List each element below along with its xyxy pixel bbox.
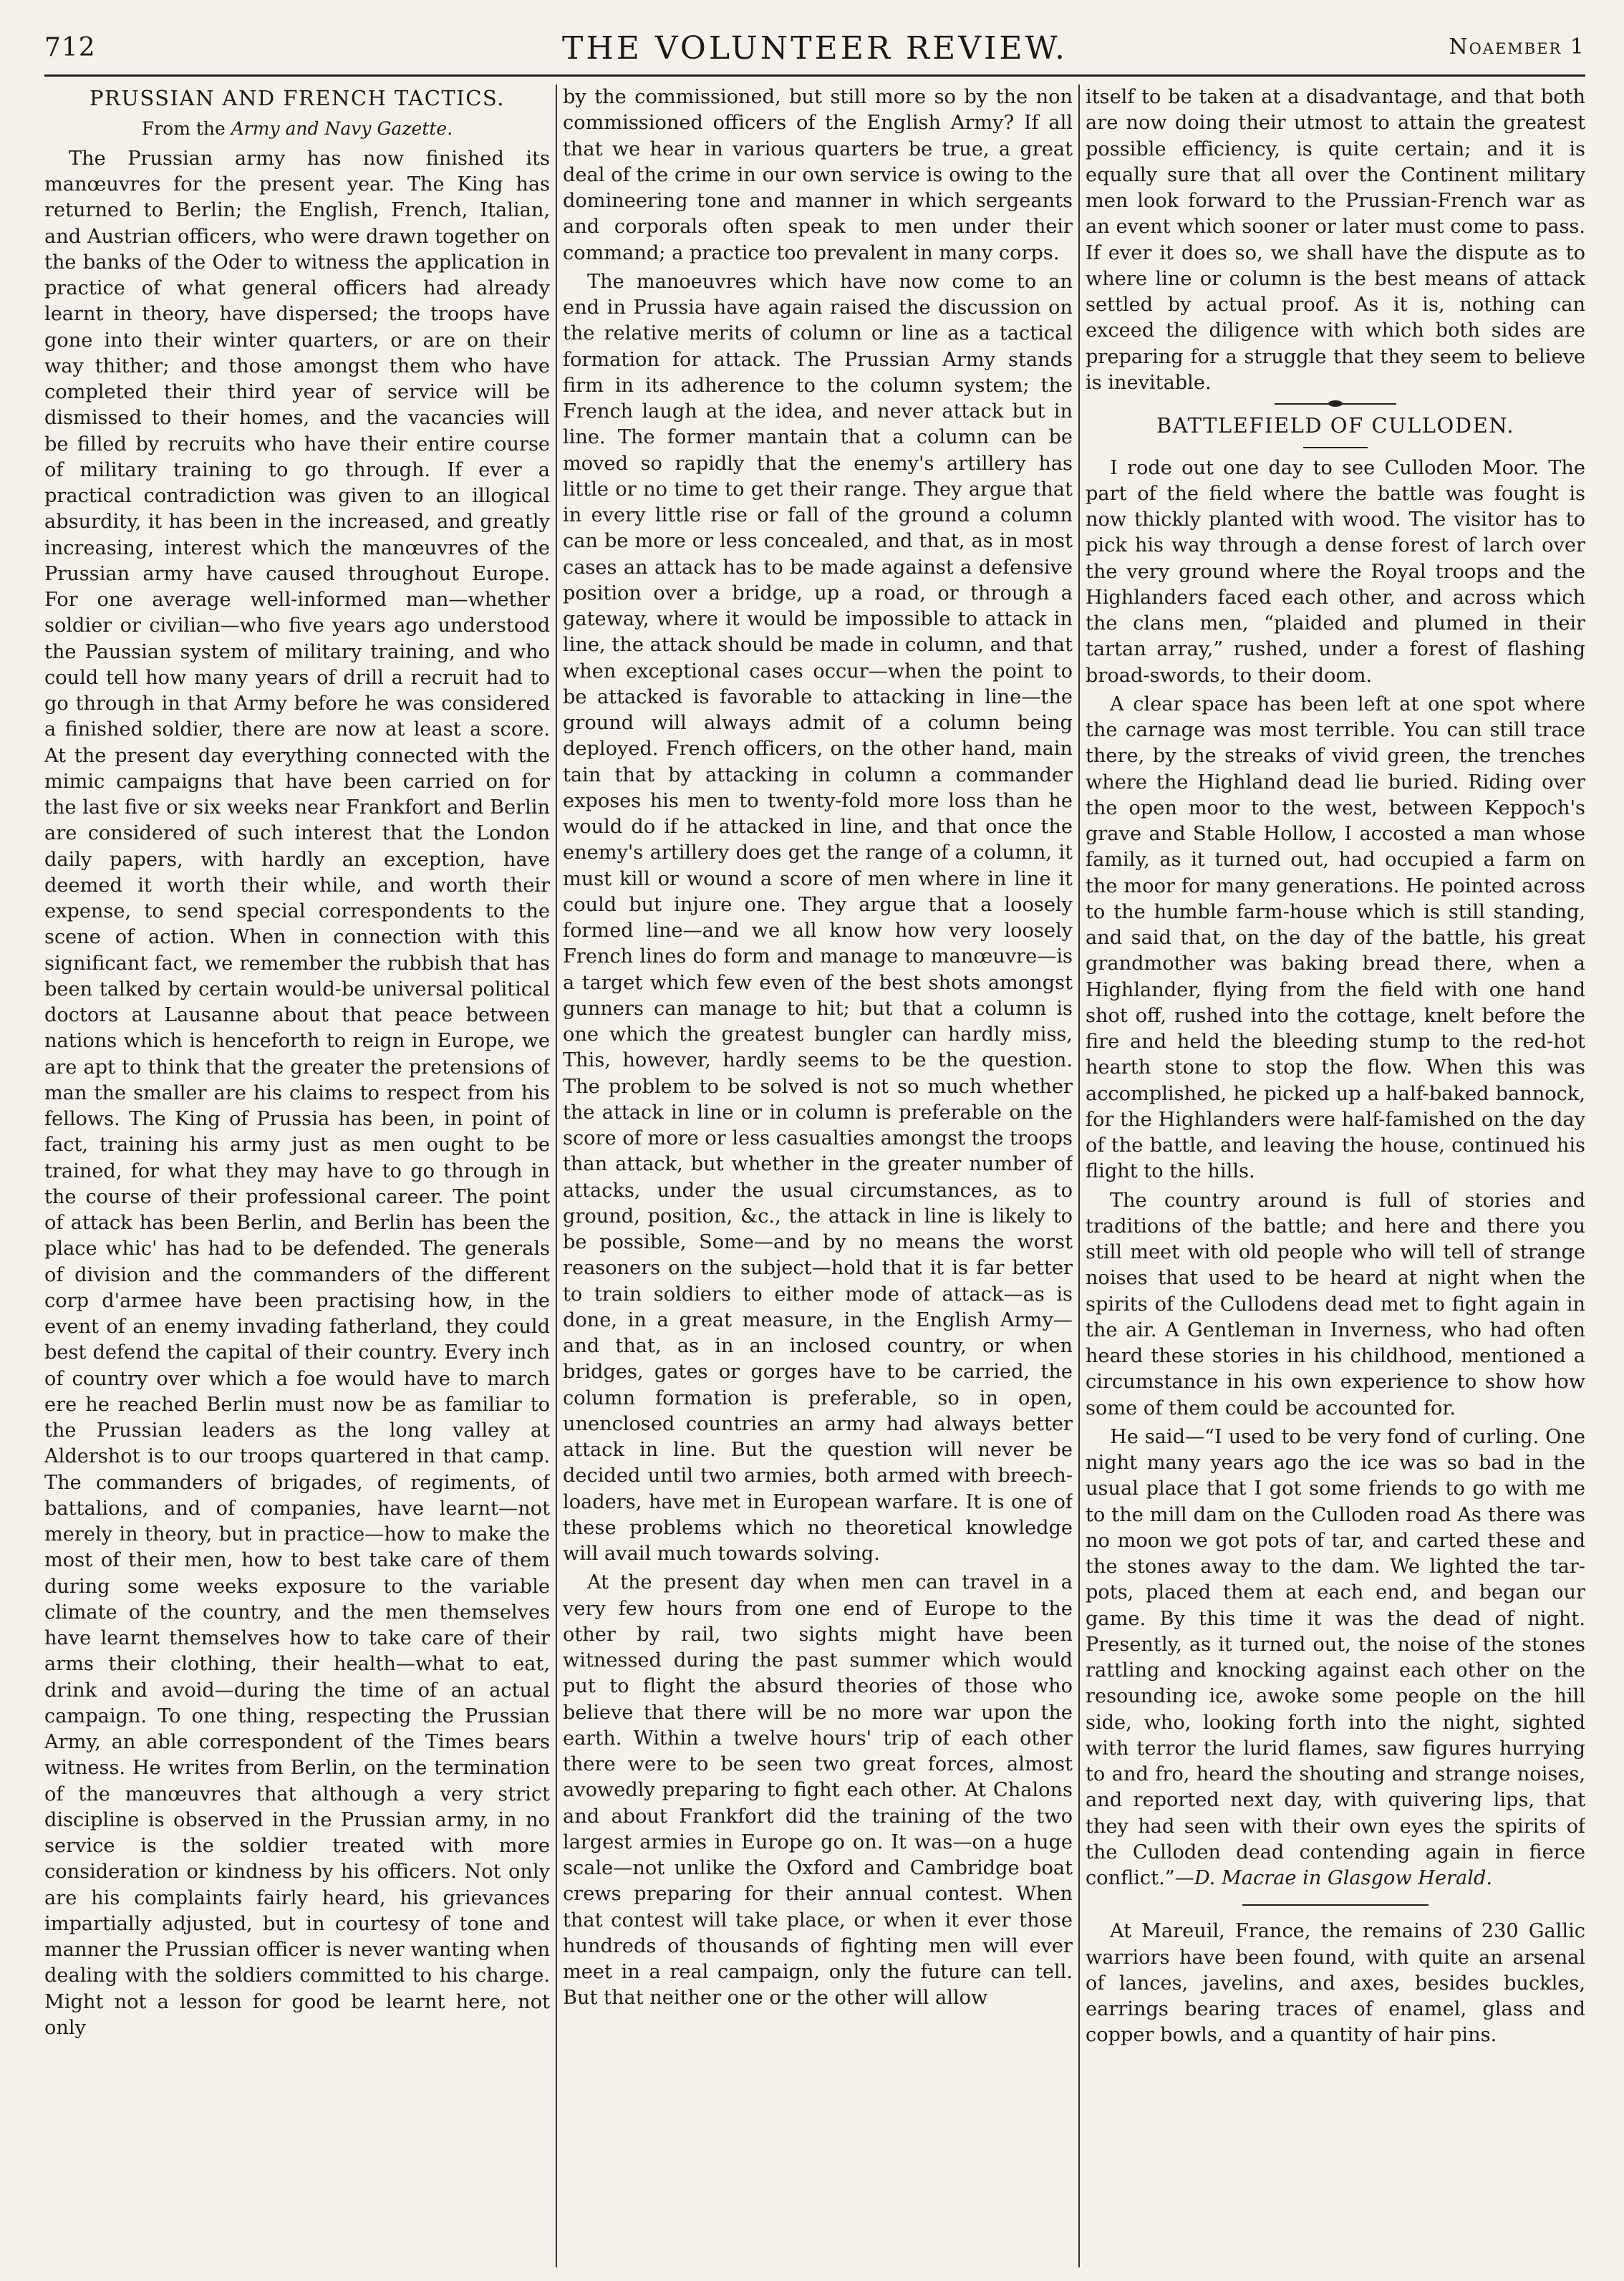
paragraph: At the present day when men can travel in a very few hours from one end of Europe to the other by rail, two sights might have been witnessed during the past summer which would put to flight the absurd theories of those who believe that there will be no more war upon the earth. Within a twelve hours' trip of each other there were to be seen two great forces, almost avowedly preparing to fight each other. At Chalons and about Frankfort did the training of the two largest armies in Europe go on. It was—on a huge scale—not unlike the Oxford and Cambridge boat crews preparing for their annual contest. When that contest will take place, or when it ever those hundreds of thousands of fighting men will ever meet in a real campaign, only the future can tell. But that neither one or the other will allow (563, 1571, 1073, 2010)
article-source (44, 117, 550, 140)
column-divider (556, 85, 557, 2267)
paragraph: itself to be taken at a disadvantage, and that both are now doing their utmost to attain the greatest possible efficiency, is quite certain; and it is equally sure that all over the Continent military men look forward to the Prussian-French war as an event which sooner or later must come to pass. If ever it does so, we shall have the dispute as to where line or column is the best means of attack settled by actual proof. As it is, nothing can exceed the diligence with which both sides are preparing for a struggle that they seem to believe is inevitable. (1086, 86, 1585, 394)
paragraph: I rode out one day to see Culloden Moor. The part of the field where the battle was fought is now thickly planted with wood. The visitor has to pick his way through a dense forest of larch over the very ground where the Royal troops and the Highlanders faced each other, and across which the clans men, “plaided and plumed in their tartan array,” rushed, under a forest of flashing broad-swords, to their doom. (1086, 456, 1585, 687)
column-1 (44, 85, 550, 2269)
column-divider (1078, 85, 1080, 2267)
header-rule (44, 74, 1585, 77)
quote-text: He said—“I used to be very fond of curling. One night many years ago the ice was so bad in the usual place that I got some friends to go with me to the mill dam on the Culloden road As there was no moon we got pots of tar, and carted these and the stones away to the dam. We lighted the tar-pots, placed them at each end, and began our game. By this time it was the dead of night. Presently, as it turned out, the noise of the stones rattling and knocking against each other on the resounding ice, awoke some people on the hill side, who, looking forth into the night, sighted with terror the lurid flames, saw figures hurrying to and fro, heard the shouting and strange noises, and reported next day, with quivering lips, that they had seen with their own eyes the spirits of the Culloden dead contending again in fierce conflict.” (1086, 1425, 1585, 1890)
section-divider (1275, 403, 1396, 405)
article-signature: —D. Macrae in Glasgow Herald. (1174, 1867, 1493, 1890)
paragraph: A clear space has been left at one spot where the carnage was most terrible. You can still trace there, by the streaks of vivid green, the trenches where the Highland dead lie buried. Riding over the open moor to the west, between Keppoch's grave and Stable Hollow, I accosted a man whose family, as it turned out, had occupied a farm on the moor for many generations. He pointed across to the humble farm-house which is still standing, and said that, on the day of the battle, his great grandmother was baking bread there, when a Highlander, flying from the field with one hand shot off, rushed into the cottage, knelt before the fire and held the bleeding stump to the red-hot hearth stone to stop the flow. When this was accomplished, he picked up a half-baked bannock, for the Highlanders were half-famished on the day of the battle, and leaving the house, continued his flight to the hills. (1086, 693, 1585, 1183)
page-header (44, 30, 1585, 67)
masthead: THE VOLUNTEER REVIEW. (561, 30, 1068, 67)
paragraph: At Mareuil, France, the remains of 230 Gallic warriors have been found, with quite an arsenal of lances, javelins, and axes, besides buckles, earrings bearing traces of enamel, glass and copper bowls, and a quantity of hair pins. (1086, 1920, 1585, 2047)
paragraph: The country around is full of stories and traditions of the battle; and here and there you still meet with old people who will tell of strange noises that used to be heard at night when the spirits of the Cullodens dead met to fight again in the air. A Gentleman in Inverness, who had often heard these stories in his childhood, mentioned a circumstance in his own experience to show how some of them could be accounted for. (1086, 1189, 1585, 1419)
issue-date: Noaember 1 (1449, 34, 1585, 59)
section-divider (1242, 1904, 1429, 1906)
title-underline (1303, 447, 1368, 448)
paragraph: by the commissioned, but still more so by the non commissioned officers of the English Army? If all that we hear in various quarters be true, a great deal of the crime in our own service is owing to the domineering tone and manner in which sergeants and corporals often speak to men under their command; a practice too prevalent in many corps. (563, 86, 1073, 264)
column-3 (1086, 85, 1585, 2269)
paragraph (1086, 1424, 1585, 1892)
article-title: BATTLEFIELD OF CULLODEN. (1156, 413, 1514, 438)
paragraph: The manoeuvres which have now come to an end in Prussia have again raised the discussion on the relative merits of column or line as a tactical formation for attack. The Prussian Army stands firm in its adherence to the column system; the French laugh at the idea, and never attack but in line. The former mantain that a column can be moved so rapidly that the enemy's artillery has little or no time to get their range. They argue that in every little rise or fall of the ground a column can be more or less concealed, and that, as in most cases an attack has to be made against a defensive position over a bridge, up a road, or through a gateway, where it would be impossible to attack in line, the attack should be made in column, and that when exceptional cases occur—when the point to be attacked is favorable to attacking in line—the ground will always admit of a column being deployed. French officers, on the other hand, main tain that by attacking in column a commander exposes his men to twenty-fold more loss than he would do if he attacked in line, and that once the enemy's artillery does get the range of a column, it must kill or wound a score of men where in line it could but injure one. They argue that a loosely formed line—and we all know how very loosely French lines do form and manage to manœuvre—is a target which few even of the best shots amongst gunners can manage to hit; but that a column is one which the greatest bungler can hardly miss, This, however, hardly seems to be the question. The problem to be solved is not so much whether the attack in line or in column is preferable on the score of more or less casualties amongst the troops than attack, but whether in the greater number of attacks, under the usual circumstances, as to ground, position, &c., the attack in line is likely to be possible, Some—and by no means the worst reasoners on the subject—hold that it is far better to train soldiers to either mode of attack—as is done, in a great measure, in the English Army—and that, as in an inclosed country, or when bridges, gates or gorges have to be carried, the column formation is preferable, so in open, unenclosed countries an army had always better attack in line. But the question will never be decided until two armies, both armed with breech-loaders, have met in European warfare. It is one of these problems which no theoretical knowledge will avail much towards solving. (563, 270, 1073, 1565)
source-prefix: From the (141, 117, 226, 139)
source-name: Army and Navy Gazette. (231, 117, 453, 139)
page-number: 712 (44, 33, 96, 62)
column-2 (563, 85, 1073, 2269)
article-title: PRUSSIAN AND FRENCH TACTICS. (90, 86, 505, 110)
paragraph: The Prussian army has now finished its manœuvres for the present year. The King has returned to Berlin; the English, French, Italian, and Austrian officers, who were drawn together on the banks of the Oder to witness the application in practice of what general officers had already learnt in theory, have dispersed; the troops have gone into their winter quarters, or are on their way thither; and those amongst them who have completed their third year of service will be dismissed to their homes, and the vacancies will be filled by recruits who have their entire course of military training to go through. If ever a practical contradiction was given to an illogical absurdity, it has been in the increased, and greatly increasing, interest which the manœuvres of the Prussian army have caused throughout Europe. For one average well-informed man—whether soldier or civilian—who five years ago understood the Paussian system of military training, and who could tell how many years of drill a recruit had to go through in that Army before he was considered a finished soldier, there are now at least a score. At the present day everything connected with the mimic campaigns that have been carried on for the last five or six weeks near Frankfort and Berlin are considered of such interest that the London daily papers, with hardly an exception, have deemed it worth their while, and worth their expense, to send special correspondents to the scene of action. When in connection with this significant fact, we remember the rubbish that has been talked by certain would-be universal political doctors at Lausanne about that peace between nations which is henceforth to reign in Europe, we are apt to think that the greater the pretensions of man the smaller are his claims to respect from his fellows. The King of Prussia has been, in point of fact, training his army just as men ought to be trained, for what they may have to go through in the course of their professional career. The point of attack has been Berlin, and Berlin has been the place whic' has had to be defended. The generals of division and the commanders of the different corp d'armee have been practising how, in the event of an enemy invading fatherland, they could best defend the capital of their country. Every inch of country over which a foe would have to march ere he reached Berlin must now be as familiar to the Prussian leaders as the long valley at Aldershot is to our troops quartered in that camp. The commanders of brigades, of regiments, of battalions, and of companies, have learnt—not merely in theory, but in practice—how to make the most of their men, how to best take care of them during some weeks exposure to the variable climate of the country, and the men themselves have learnt themselves how to take care of their arms their clothing, their health—what to eat, drink and avoid—during the time of an actual campaign. To one thing, respecting the Prussian Army, an able correspondent of the Times bears witness. He writes from Berlin, on the termination of the manœuvres that although a very strict discipline is observed in the Prussian army, in no service is the soldier treated with more consideration or kindness by his officers. Not only are his complaints fairly heard, his grievances impartially adjusted, but in courtesy of tone and manner the Prussian officer is never wanting when dealing with the soldiers committed to his charge. Might not a lesson for good be learnt here, not only (44, 147, 550, 2039)
